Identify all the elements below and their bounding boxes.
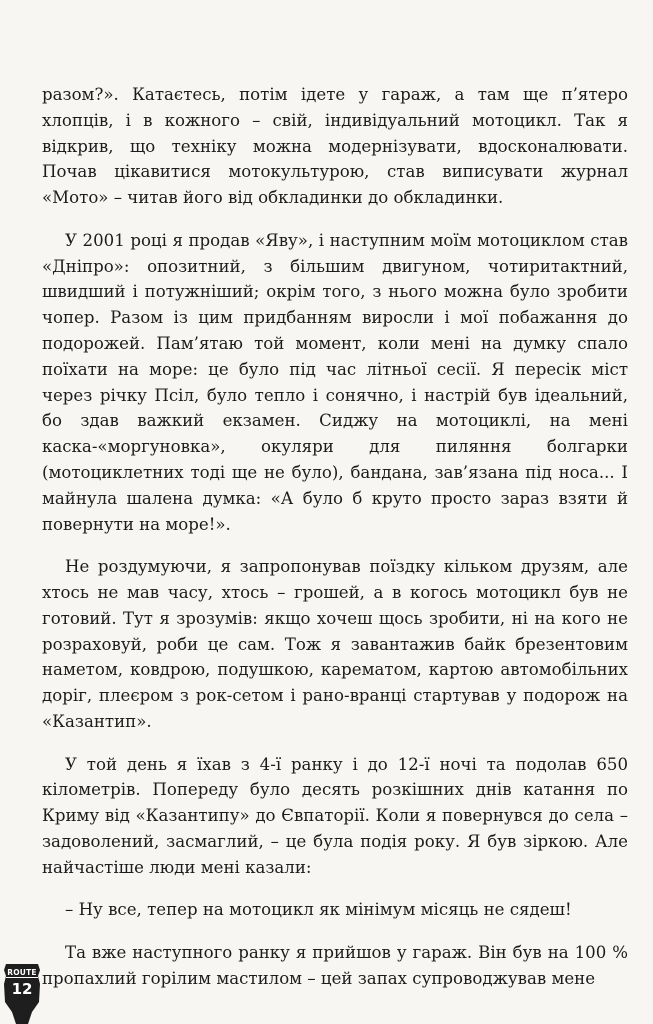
paragraph-2: У 2001 році я продав «Яву», і наступним моїм мотоциклом став «Дніпро»: опозитний, з більшим двигуном, чотиритактний, швидший і потужніший; окрім того, з нього можна було зробити чопер. Разом із цим придбанням виросли і мої побажання до подорожей. Пам’ятаю той момент, коли мені на думку спало поїхати на море: це було під час літньої сесії. Я пересік міст через річку Псіл, було тепло і сонячно, і настрій був ідеальний, бо здав важкий екзамен. Сиджу на мотоциклі, на мені каска-«моргуновка», окуляри для пиляння болгарки (мотоциклетних тоді ще не було), бандана, зав’язана під носа... І майнула шалена думка: «А було б круто просто зараз взяти й повернути на море!». <box>42 230 628 534</box>
paragraph-5-quote: – Ну все, тепер на мотоцикл як мінімум місяць не сядеш! <box>65 900 572 920</box>
badge-route-label: ROUTE <box>7 968 37 977</box>
page-number: 12 <box>11 980 33 998</box>
paragraph-3: Не роздумуючи, я запропонував поїздку кільком друзям, але хтось не мав часу, хтось – грошей, а в когось мотоцикл був не готовий. Тут я зрозумів: якщо хочеш щось зробити, ні на кого не розраховуй, роби це сам. Тож я завантажив байк брезентовим наметом, ковдрою, подушкою, карематом, картою автомобільних доріг, плеєром з рок-сетом і рано-вранці стартував у подорож на «Казантип». <box>42 557 628 731</box>
page-text <box>42 82 628 991</box>
page-number-badge <box>2 962 42 1024</box>
paragraph-1: разом?». Катаєтесь, потім ідете у гараж, а там ще п’ятеро хлопців, і в кожного – свій, індивідуальний мотоцикл. Так я відкрив, що техніку можна модернізувати, вдосконалювати. Почав цікавитися мотокультурою, став виписувати журнал «Мото» – читав його від обкладинки до обкладинки. <box>42 85 628 208</box>
paragraph-6: Та вже наступного ранку я прийшов у гараж. Він був на 100 % пропахлий горілим мастилом – цей запах супроводжував мене <box>42 942 628 988</box>
paragraph-4: У той день я їхав з 4-ї ранку і до 12-ї ночі та подолав 650 кілометрів. Попереду було десять розкішних днів катання по Криму від «Казантипу» до Євпаторії. Коли я повернувся до села – задоволений, засмаглий, – це була подія року. Я був зіркою. Але найчастіше люди мені казали: <box>42 754 628 877</box>
